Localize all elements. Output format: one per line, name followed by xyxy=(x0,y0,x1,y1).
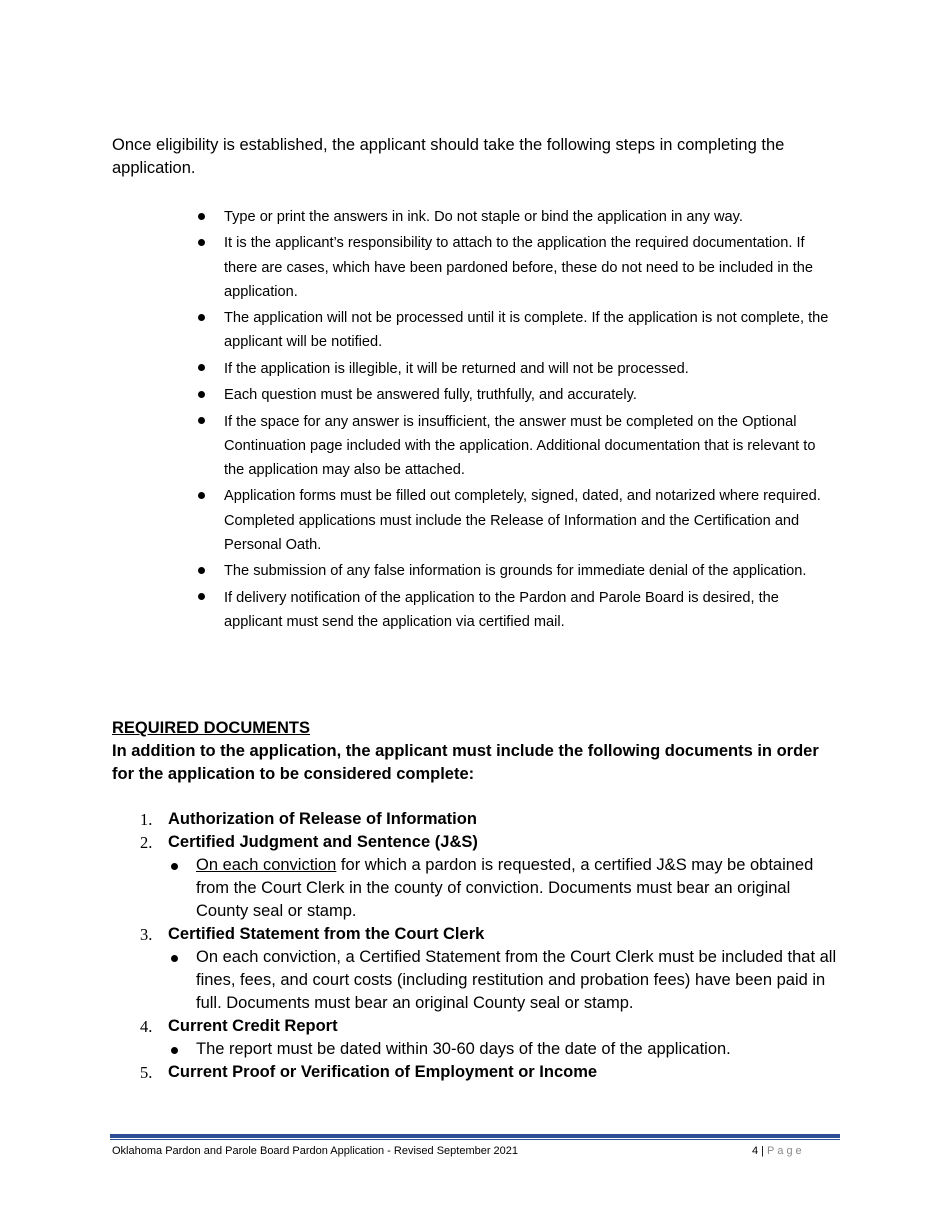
intro-paragraph: Once eligibility is established, the applicant should take the following steps in completing the application. xyxy=(112,136,785,177)
required-document-item xyxy=(140,1015,845,1061)
item-details xyxy=(168,854,845,923)
list-item: The report must be dated within 30-60 days of the date of the application. xyxy=(168,1038,845,1061)
item-title: Certified Judgment and Sentence (J&S) xyxy=(168,833,478,851)
required-document-item xyxy=(140,923,845,1015)
required-documents-list xyxy=(140,808,845,1084)
required-document-item xyxy=(140,831,845,923)
item-details xyxy=(168,946,845,1015)
required-documents-intro: In addition to the application, the applicant must include the following documents in order for the application to be considered complete: xyxy=(112,742,819,783)
page-indicator xyxy=(752,1143,805,1159)
list-item: Each question must be answered fully, truthfully, and accurately. xyxy=(197,383,837,407)
emphasis-text: On each conviction xyxy=(196,856,337,874)
item-number: 2. xyxy=(140,833,153,852)
required-document-item xyxy=(140,1061,845,1084)
list-item: If the application is illegible, it will be returned and will not be processed. xyxy=(197,357,837,381)
item-title: Certified Statement from the Court Clerk xyxy=(168,925,485,943)
instruction-steps-list xyxy=(197,205,837,636)
footer-rule-thin xyxy=(110,1139,840,1140)
list-item: The application will not be processed until it is complete. If the application is not complete, the applicant will be notified. xyxy=(197,306,837,354)
item-number: 1. xyxy=(140,810,153,829)
list-item: If the space for any answer is insufficient, the answer must be completed on the Optional Continuation page included with the application. Additional documentation that is relevant to the application may also be attached. xyxy=(197,410,837,483)
list-item: It is the applicant’s responsibility to attach to the application the required documentation. If there are cases, which have been pardoned before, these do not need to be included in the application. xyxy=(197,231,837,304)
item-title: Current Credit Report xyxy=(168,1017,338,1035)
list-item xyxy=(168,854,845,923)
footer-rule xyxy=(110,1134,840,1138)
page-number: 4 xyxy=(752,1145,759,1157)
item-details xyxy=(168,1038,845,1061)
list-item: Application forms must be filled out completely, signed, dated, and notarized where required. Completed applications must include the Release of Information and the Certification and Personal Oath. xyxy=(197,484,837,557)
item-number: 5. xyxy=(140,1063,153,1082)
item-number: 3. xyxy=(140,925,153,944)
required-documents-heading: REQUIRED DOCUMENTS xyxy=(112,719,311,737)
page-label: Page xyxy=(766,1145,805,1157)
item-title: Authorization of Release of Information xyxy=(168,810,477,828)
footer-separator: | xyxy=(761,1145,764,1157)
list-item: On each conviction, a Certified Statement from the Court Clerk must be included that all fines, fees, and court costs (including restitution and probation fees) have been paid in full. Documents must bear an original County seal or stamp. xyxy=(168,946,845,1015)
list-item: If delivery notification of the application to the Pardon and Parole Board is desired, the applicant must send the application via certified mail. xyxy=(197,586,837,634)
item-number: 4. xyxy=(140,1017,153,1036)
item-title: Current Proof or Verification of Employment or Income xyxy=(168,1063,598,1081)
footer-title: Oklahoma Pardon and Parole Board Pardon Application - Revised September 2021 xyxy=(112,1145,519,1157)
required-document-item xyxy=(140,808,845,831)
list-item: Type or print the answers in ink. Do not staple or bind the application in any way. xyxy=(197,205,837,229)
detail-text: for which a pardon is requested, a certified J&S may be obtained from the Court Clerk in the county of conviction. Documents must bear an original County seal or stamp. xyxy=(196,856,814,920)
list-item: The submission of any false information is grounds for immediate denial of the application. xyxy=(197,559,837,583)
